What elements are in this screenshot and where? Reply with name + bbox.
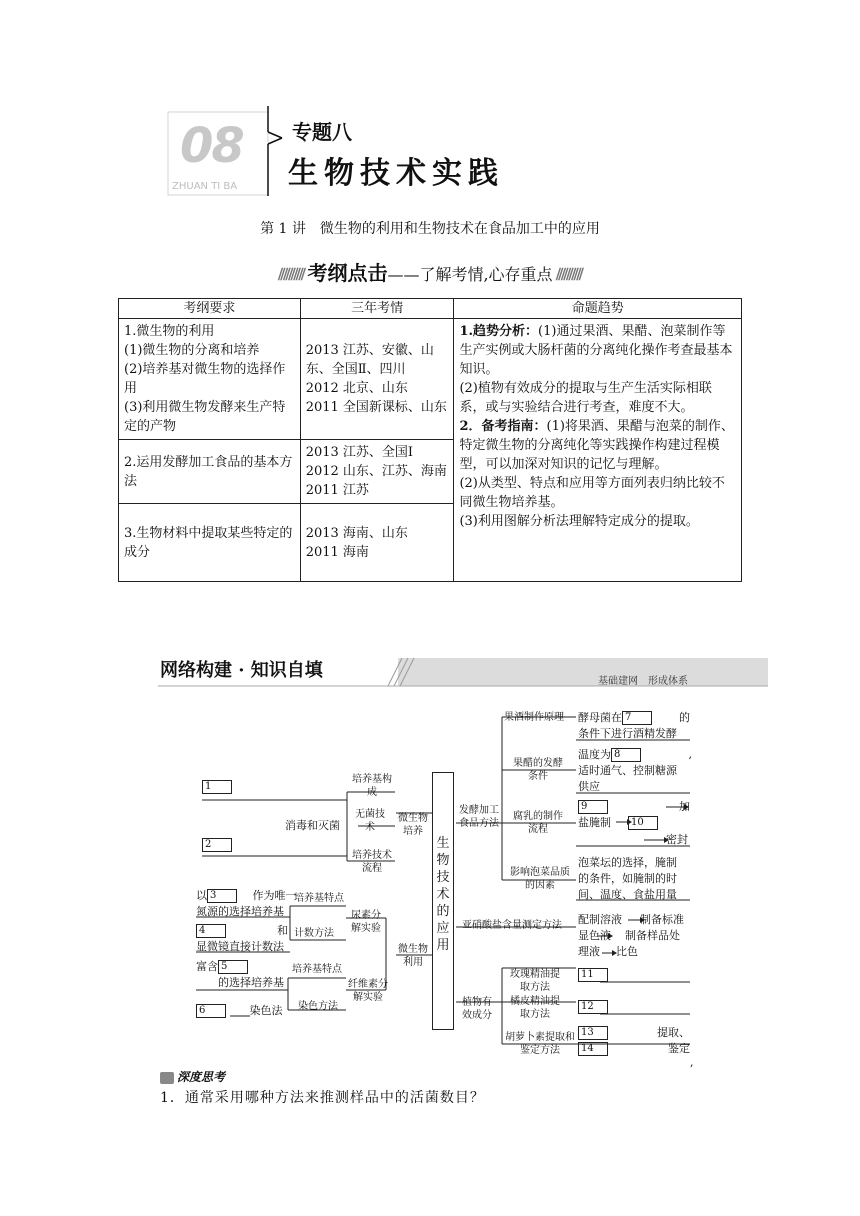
think-icon bbox=[160, 1072, 174, 1084]
node-nitrite: 亚硝酸盐含量测定方法 bbox=[462, 920, 562, 931]
mindmap-center bbox=[432, 772, 454, 1030]
blank-14[interactable]: 14 bbox=[578, 1042, 608, 1056]
banner-main: 考纲点击 bbox=[307, 261, 388, 285]
label-disinfect: 消毒和灭菌 bbox=[285, 819, 340, 832]
topic-label: 专题八 bbox=[292, 120, 352, 144]
text-nit2: 显色液 制备样品处 bbox=[578, 929, 680, 942]
blank-10[interactable]: 10 bbox=[628, 816, 658, 830]
deep-think-title: 深度思考 bbox=[160, 1068, 225, 1085]
text-tofu1: 9 加 bbox=[578, 800, 690, 814]
label-feature1: 培养基特点 bbox=[294, 893, 344, 904]
blank-12[interactable]: 12 bbox=[578, 1000, 608, 1014]
text-wine1: 酵母菌在 7 的 bbox=[578, 711, 690, 724]
col-header-exams: 三年考情 bbox=[300, 299, 454, 319]
col-header-requirements: 考纲要求 bbox=[119, 299, 301, 319]
text-wine2: 条件下进行酒精发酵 bbox=[578, 727, 677, 740]
lecture-title: 第 1 讲 微生物的利用和生物技术在食品加工中的应用 bbox=[260, 221, 600, 237]
trend-cell: 1.趋势分析：(1)通过果酒、果醋、泡菜制作等生产实例或大肠杆菌的分离纯化操作考查最基本知识。 (2)植物有效成分的提取与生产生活实际相联系，或与实验结合进行考查，难度不大。 2．备考指南：(1)将果酒、果醋与泡菜的制作、特定微生物的分离纯化等实践操作构建过程模型，可以加深对知识的记忆与理解。 (2)从类型、特点和应用等方面列表归纳比较不同微生物培养基。 (3)利用图解分析法理解特定成分的提取。 bbox=[454, 319, 742, 582]
exam-cell-3: 2013 海南、山东 2011 海南 bbox=[300, 504, 454, 582]
text-vin2: 适时通气、控制糖源 bbox=[578, 764, 677, 777]
label-count: 计数方法 bbox=[294, 928, 334, 939]
question-1: 1．通常采用哪种方法来推测样品中的活菌数目？ bbox=[160, 1090, 485, 1106]
center-label: 生物技术的应用 bbox=[436, 836, 450, 953]
exam-banner: ⫽⫽⫽⫽⫽ 考纲点击——了解考情,心存重点 ⫽⫽⫽⫽⫽ bbox=[278, 261, 582, 285]
text-identify: 14 鉴定 bbox=[578, 1042, 690, 1056]
text-t4: 4 和 bbox=[196, 924, 288, 938]
label-tech: 培养技术流程 bbox=[352, 850, 392, 874]
banner-sub: ——了解考情,心存重点 bbox=[387, 265, 553, 284]
text-vin1: 温度为 8 , bbox=[578, 748, 692, 761]
blank-11[interactable]: 11 bbox=[578, 968, 608, 982]
text-t6: 6 染色法 bbox=[196, 1004, 283, 1018]
text-nit3: 理液 比色 bbox=[578, 945, 638, 958]
text-pick3: 间、温度、食盐用量 bbox=[578, 888, 677, 901]
blank-2[interactable]: 2 bbox=[202, 838, 232, 852]
blank-6[interactable]: 6 bbox=[196, 1004, 226, 1018]
chapter-number: 08 bbox=[180, 118, 243, 174]
text-tofu2: 盐腌制 10 bbox=[578, 816, 658, 830]
text-pick1: 泡菜坛的选择，腌制 bbox=[578, 856, 677, 869]
label-orange: 橘皮精油提取方法 bbox=[510, 996, 560, 1020]
label-feature2: 培养基特点 bbox=[292, 964, 342, 975]
text-t4b: 显微镜直接计数法 bbox=[196, 940, 284, 953]
text-t5b: 的选择培养基 bbox=[218, 976, 284, 989]
label-medium: 培养基构成 bbox=[352, 774, 392, 798]
text-pick2: 的条件，如腌制的时 bbox=[578, 872, 677, 885]
col-header-trends: 命题趋势 bbox=[454, 299, 742, 319]
label-sterile: 无菌技术 bbox=[355, 809, 385, 833]
blank-13[interactable]: 13 bbox=[578, 1026, 608, 1040]
req-cell-2: 2.运用发酵加工食品的基本方法 bbox=[119, 440, 301, 504]
node-ferment: 发酵加工食品方法 bbox=[459, 805, 499, 829]
blank-1[interactable]: 1 bbox=[202, 780, 232, 794]
section-title: 网络构建 · 知识自填 bbox=[160, 660, 323, 681]
text-extract: 13 提取、 bbox=[578, 1026, 690, 1040]
label-carrot: 胡萝卜素提取和鉴定方法 bbox=[505, 1032, 575, 1056]
exam-cell-1: 2013 江苏、安徽、山东、全国Ⅱ、四川 2012 北京、山东 2011 全国新课标、山东 bbox=[300, 319, 454, 440]
label-rose: 玫瑰精油提取方法 bbox=[510, 969, 560, 993]
req-cell-1: 1.微生物的利用 (1)微生物的分离和培养 (2)培养基对微生物的选择作用 (3)利用微生物发酵来生产特定的产物 bbox=[119, 319, 301, 440]
text-nit1: 配制溶液 制备标准 bbox=[578, 913, 684, 926]
blank-9[interactable]: 9 bbox=[578, 800, 608, 814]
label-stain: 染色方法 bbox=[298, 1001, 338, 1012]
text-t3: 以 3 作为唯一 bbox=[196, 889, 297, 902]
label-vinegar: 果醋的发酵条件 bbox=[513, 758, 563, 782]
blank-5[interactable]: 5 bbox=[218, 960, 248, 974]
blank-3[interactable]: 3 bbox=[207, 889, 237, 903]
trailing-comma: , bbox=[690, 1056, 694, 1069]
chapter-pinyin: ZHUAN TI BA bbox=[172, 181, 238, 192]
blank-8[interactable]: 8 bbox=[611, 748, 641, 762]
node-microbe-use: 微生物利用 bbox=[398, 944, 428, 968]
text-t3c: 氮源的选择培养基 bbox=[196, 905, 284, 918]
req-cell-3: 3.生物材料中提取某些特定的成分 bbox=[119, 504, 301, 582]
label-wine: 果酒制作原理 bbox=[504, 712, 564, 723]
label-pickle: 影响泡菜品质的因素 bbox=[510, 867, 570, 891]
blank-7[interactable]: 7 bbox=[622, 711, 652, 725]
text-tofu3: 密封 bbox=[666, 833, 688, 846]
label-tofu: 腐乳的制作流程 bbox=[513, 811, 563, 835]
label-urea: 尿素分解实验 bbox=[351, 910, 381, 934]
label-cellulose: 纤维素分解实验 bbox=[348, 979, 388, 1003]
exam-cell-2: 2013 江苏、全国Ⅰ 2012 山东、江苏、海南 2011 江苏 bbox=[300, 440, 454, 504]
section-subtitle: 基础建网 形成体系 bbox=[598, 676, 688, 687]
node-microbe-culture: 微生物培养 bbox=[398, 813, 428, 837]
topic-title: 生物技术实践 bbox=[288, 156, 504, 191]
blank-4[interactable]: 4 bbox=[196, 924, 226, 938]
text-vin3: 供应 bbox=[578, 780, 600, 793]
node-plant: 植物有效成分 bbox=[462, 997, 492, 1021]
text-t5: 富含 5 bbox=[196, 960, 248, 974]
